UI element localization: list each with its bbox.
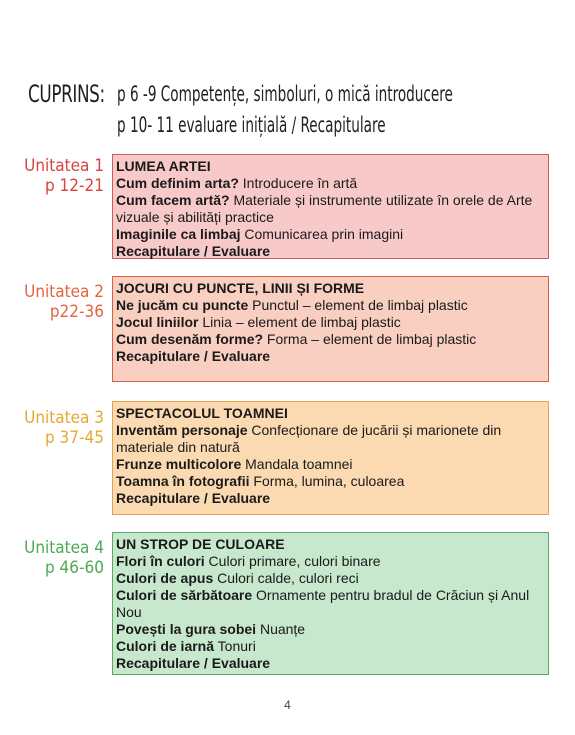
unit-4-row-2: Culori de apus Culori calde, culori reci: [116, 570, 359, 586]
unit-3-box: [112, 401, 549, 515]
unit-4-name: Unitatea 4: [24, 538, 104, 558]
unit-3-row-2: Frunze multicolore Mandala toamnei: [116, 456, 353, 472]
unit-4-row-6: Recapitulare / Evaluare: [116, 655, 271, 671]
unit-3-pages: p 37-45: [44, 428, 104, 448]
unit-3-title: SPECTACOLUL TOAMNEI: [116, 405, 288, 421]
unit-2-name: Unitatea 2: [24, 282, 104, 302]
unit-4-pages: p 46-60: [44, 558, 104, 578]
unit-4-title: UN STROP DE CULOARE: [116, 536, 285, 552]
unit-1-box: [112, 154, 549, 259]
unit-3-name: Unitatea 3: [24, 408, 104, 428]
unit-4-row-3: Culori de sărbătoare Ornamente pentru bradul de Crăciun și Anul Nou: [116, 587, 530, 620]
unit-3-row-3: Toamna în fotografii Forma, lumina, culoarea: [116, 473, 405, 489]
unit-2-row-2: Jocul liniilor Linia – element de limbaj plastic: [116, 314, 401, 330]
unit-4-row-4: Povești la gura sobei Nuanțe: [116, 621, 306, 637]
unit-2-pages: p22-36: [49, 302, 104, 322]
cuprins-line-2: p 10- 11 evaluare inițială / Recapitulare: [117, 113, 386, 137]
unit-2-box: [112, 276, 549, 382]
unit-2-row-1: Ne jucăm cu puncte Punctul – element de limbaj plastic: [116, 297, 468, 313]
cuprins-heading: CUPRINS:: [28, 80, 105, 108]
cuprins-line-1: p 6 -9 Competențe, simboluri, o mică introducere: [117, 82, 453, 106]
unit-2-label: [18, 282, 104, 322]
unit-4-row-5: Culori de iarnă Tonuri: [116, 638, 256, 654]
unit-1-pages: p 12-21: [44, 176, 104, 196]
unit-1-label: [18, 156, 104, 196]
unit-3-row-1: Inventăm personaje Confecționare de jucării și marionete din materiale din natură: [116, 422, 502, 455]
unit-4-box: [112, 532, 549, 675]
unit-1-title: LUMEA ARTEI: [116, 158, 211, 174]
unit-1-row-2: Cum facem artă? Materiale și instrumente utilizate în orele de Arte vizuale și abilități practice: [116, 192, 533, 225]
unit-1-row-1: Cum definim arta? Introducere în artă: [116, 175, 358, 191]
unit-1-name: Unitatea 1: [24, 156, 104, 176]
unit-3-row-4: Recapitulare / Evaluare: [116, 490, 271, 506]
unit-2-row-4: Recapitulare / Evaluare: [116, 348, 271, 364]
page-number: 4: [284, 698, 291, 712]
unit-3-label: [18, 408, 104, 448]
unit-4-label: [18, 538, 104, 578]
unit-2-row-3: Cum desenăm forme? Forma – element de limbaj plastic: [116, 331, 477, 347]
unit-1-row-3: Imaginile ca limbaj Comunicarea prin imagini: [116, 226, 404, 242]
unit-2-title: JOCURI CU PUNCTE, LINII ȘI FORME: [116, 280, 365, 296]
unit-4-row-1: Flori în culori Culori primare, culori binare: [116, 553, 381, 569]
unit-1-row-4: Recapitulare / Evaluare: [116, 243, 271, 259]
